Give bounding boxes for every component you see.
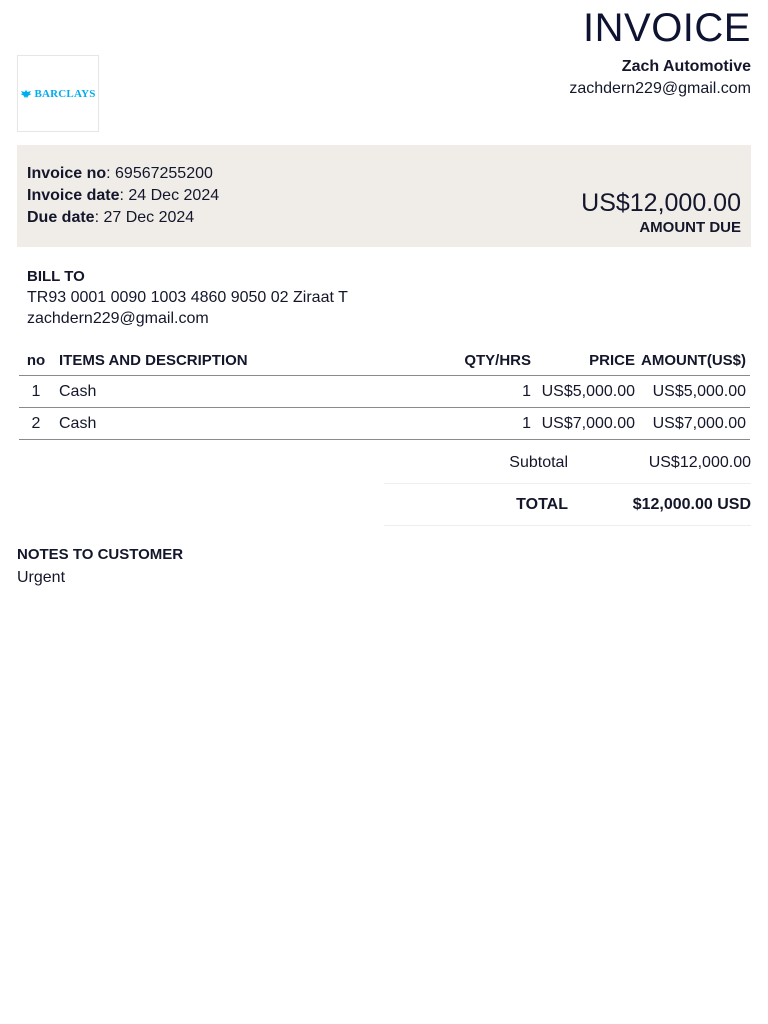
- row-qty: 1: [451, 408, 537, 440]
- invoice-summary: [17, 145, 751, 247]
- row-description: Cash: [53, 376, 451, 408]
- table-row: [19, 408, 750, 440]
- table-header-row: [19, 346, 750, 376]
- invoice-meta: [27, 163, 219, 229]
- invoice-title: INVOICE: [583, 6, 751, 50]
- notes-text: Urgent: [17, 569, 66, 586]
- bill-to-account: TR93 0001 0090 1003 4860 9050 02 Ziraat T: [27, 289, 348, 306]
- bill-to-heading: BILL TO: [27, 268, 85, 285]
- amount-due-value: US$12,000.00: [581, 189, 741, 217]
- invoice-date-label: Invoice date: [27, 187, 120, 204]
- customer-notes: [17, 545, 183, 591]
- eagle-icon: [20, 89, 32, 99]
- items-table: [19, 346, 750, 440]
- header-amount: AMOUNT(US$): [641, 346, 750, 376]
- total-row: [384, 484, 751, 526]
- totals: [384, 442, 751, 526]
- invoice-no-line: Invoice no: 69567255200: [27, 165, 213, 182]
- header-description: ITEMS AND DESCRIPTION: [53, 346, 451, 376]
- subtotal-row: [384, 442, 751, 484]
- company-info: [569, 57, 751, 101]
- table-row: [19, 376, 750, 408]
- header-qty: QTY/HRS: [451, 346, 537, 376]
- subtotal-label: Subtotal: [509, 453, 568, 471]
- due-date-line: Due date: 27 Dec 2024: [27, 209, 195, 226]
- notes-heading: NOTES TO CUSTOMER: [17, 546, 184, 563]
- total-value: $12,000.00 USD: [632, 495, 751, 513]
- invoice-no-label: Invoice no: [27, 165, 107, 182]
- row-qty: 1: [451, 376, 537, 408]
- amount-due-block: [581, 187, 741, 237]
- logo-text: BARCLAYS: [34, 87, 96, 100]
- invoice-date-line: Invoice date: 24 Dec 2024: [27, 187, 220, 204]
- company-logo: [17, 55, 99, 132]
- row-price: US$5,000.00: [537, 376, 641, 408]
- row-no: 2: [19, 408, 53, 440]
- row-amount: US$7,000.00: [641, 408, 750, 440]
- invoice-no-value: 69567255200: [115, 165, 213, 182]
- header-no: no: [19, 346, 53, 376]
- row-price: US$7,000.00: [537, 408, 641, 440]
- total-label: TOTAL: [516, 495, 568, 513]
- header-price: PRICE: [537, 346, 641, 376]
- due-date-label: Due date: [27, 209, 95, 226]
- bill-to: [27, 266, 348, 329]
- row-no: 1: [19, 376, 53, 408]
- due-date-value: 27 Dec 2024: [103, 209, 195, 226]
- bill-to-email: zachdern229@gmail.com: [27, 310, 209, 327]
- amount-due-label: AMOUNT DUE: [639, 219, 741, 236]
- company-name: Zach Automotive: [621, 58, 751, 75]
- row-amount: US$5,000.00: [641, 376, 750, 408]
- subtotal-value: US$12,000.00: [648, 453, 751, 471]
- barclays-logo: [20, 88, 95, 100]
- row-description: Cash: [53, 408, 451, 440]
- invoice-date-value: 24 Dec 2024: [128, 187, 220, 204]
- company-email: zachdern229@gmail.com: [569, 80, 751, 97]
